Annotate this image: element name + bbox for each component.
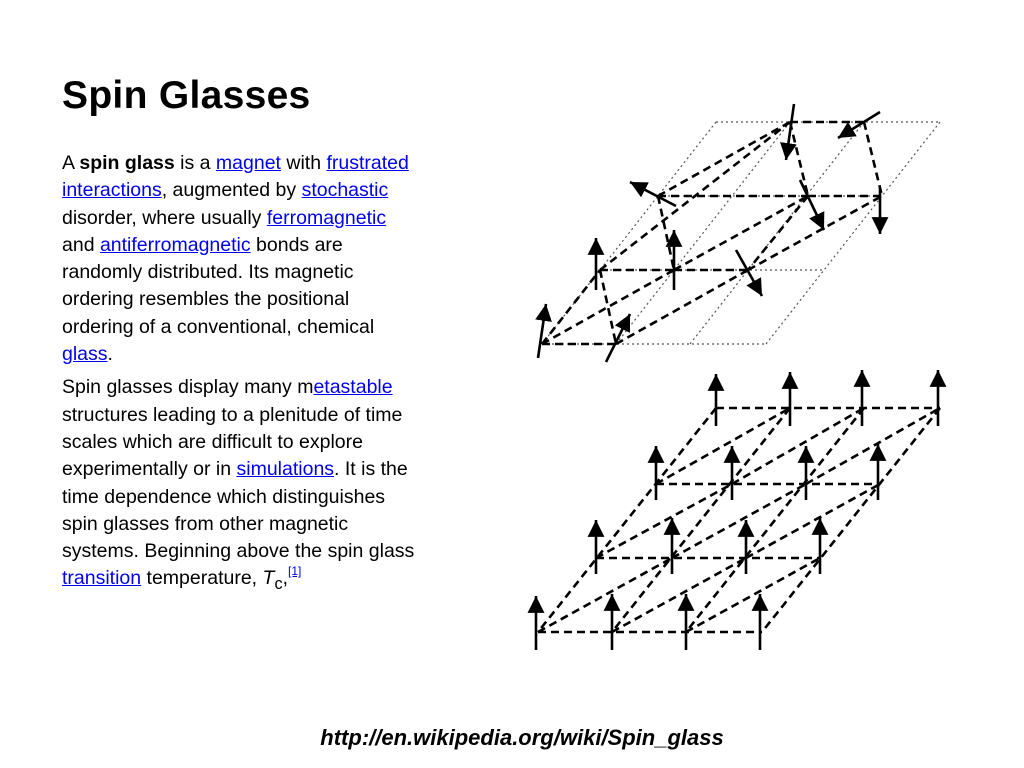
tc-subscript: c [274, 575, 283, 594]
spin-arrows-aligned [536, 370, 938, 650]
spin-arrows-random [538, 104, 880, 362]
slide-title: Spin Glasses [62, 74, 311, 117]
link-antiferromagnetic[interactable]: antiferromagnetic [99, 233, 251, 256]
source-url[interactable]: http://en.wikipedia.org/wiki/Spin_glass [320, 725, 724, 750]
ferromagnet-lattice [536, 370, 940, 650]
link-transition[interactable]: transition [62, 567, 142, 590]
aligned-bonds-dashed [538, 408, 940, 632]
link-metastable[interactable]: etastable [313, 376, 393, 399]
link-magnet[interactable]: magnet [215, 152, 281, 174]
paragraph-definition: A spin glass is a magnet with frustrated interactions, augmented by stochastic disorder, where usually ferromagnetic and antiferromagnetic bonds are randomly distributed. Its magnetic ordering resembles the positional ordering of a conventional, chemical glass. [62, 152, 409, 366]
term-spin-glass: spin glass [79, 152, 175, 174]
link-simulations[interactable]: simulations [236, 458, 335, 481]
body-text [62, 150, 417, 605]
link-ferromagnetic[interactable]: ferromagnetic [266, 206, 387, 229]
spin-glass-lattice [538, 104, 940, 362]
paragraph-dynamics: Spin glasses display many metastable structures leading to a plenitude of time scales which are difficult to explore experimentally or in simulations. It is the time dependence which distinguishes spin glasses from other magnetic systems. Beginning above the spin glass transition temperature, $T_c,[1]$ [62, 376, 415, 594]
link-stochastic[interactable]: stochastic [301, 179, 389, 202]
interaction-bonds-dashed [542, 122, 882, 344]
spin-lattice-figure [510, 95, 960, 655]
link-frustrated-interactions[interactable]: frustrated interactions [62, 152, 409, 202]
link-glass[interactable]: glass [62, 343, 108, 366]
reference-link-1[interactable]: [1] [287, 564, 302, 579]
tc-symbol: T [262, 567, 275, 590]
